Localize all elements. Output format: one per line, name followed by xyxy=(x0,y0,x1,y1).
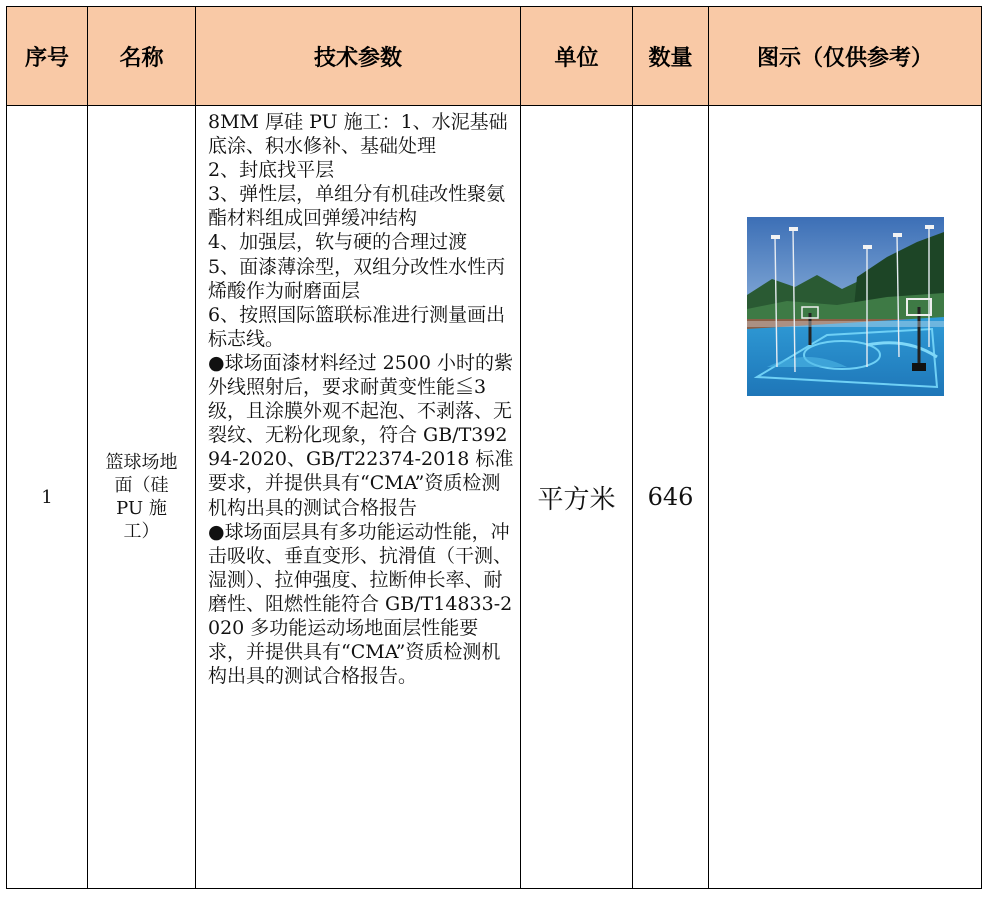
header-image: 图示（仅供参考） xyxy=(709,7,982,106)
param-line: 2、封底找平层 xyxy=(208,159,335,182)
header-seq: 序号 xyxy=(7,7,88,106)
row-image-cell xyxy=(709,106,982,889)
row-seq: 1 xyxy=(7,106,88,889)
param-line: 8MM 厚硅 PU 施工：1、水泥基础底涂、积水修补、基础处理 xyxy=(208,111,508,158)
row-qty: 646 xyxy=(633,106,709,889)
table-row xyxy=(7,106,982,889)
param-line: 5、面漆薄涂型，双组分改性水性丙烯酸作为耐磨面层 xyxy=(208,255,506,302)
param-line: 3、弹性层，单组分有机硅改性聚氨酯材料组成回弹缓冲结构 xyxy=(208,183,506,230)
row-unit: 平方米 xyxy=(521,106,633,889)
header-qty: 数量 xyxy=(633,7,709,106)
param-line: ●球场面层具有多功能运动性能，冲击吸收、垂直变形、抗滑值（干测、湿测）、拉伸强度、拉断伸长率、耐磨性、阻燃性能符合 GB/T14833-2020 多功能运动场地面层性能要求，并提供具有“CMA”资质检测机构出具的测试合格报告。 xyxy=(208,520,513,688)
header-row xyxy=(7,7,982,106)
header-name: 名称 xyxy=(88,7,196,106)
param-line: 4、加强层，软与硬的合理过渡 xyxy=(208,231,468,254)
header-unit: 单位 xyxy=(521,7,633,106)
header-params: 技术参数 xyxy=(196,7,521,106)
row-name-cell xyxy=(88,106,196,889)
spec-table xyxy=(6,6,982,889)
param-line: ●球场面漆材料经过 2500 小时的紫外线照射后，要求耐黄变性能≦3 级，且涂膜外观不起泡、不剥落、无裂纹、无粉化现象，符合 GB/T39294-2020、GB/T22374-2018 标准要求，并提供具有“CMA”资质检测机构出具的测试合格报告 xyxy=(208,351,514,519)
param-line: 6、按照国际篮联标准进行测量画出标志线。 xyxy=(208,303,506,350)
row-params xyxy=(196,106,521,889)
basketball-court-photo xyxy=(747,217,944,396)
row-name: 篮球场地面（硅 PU 施工） xyxy=(105,452,178,542)
